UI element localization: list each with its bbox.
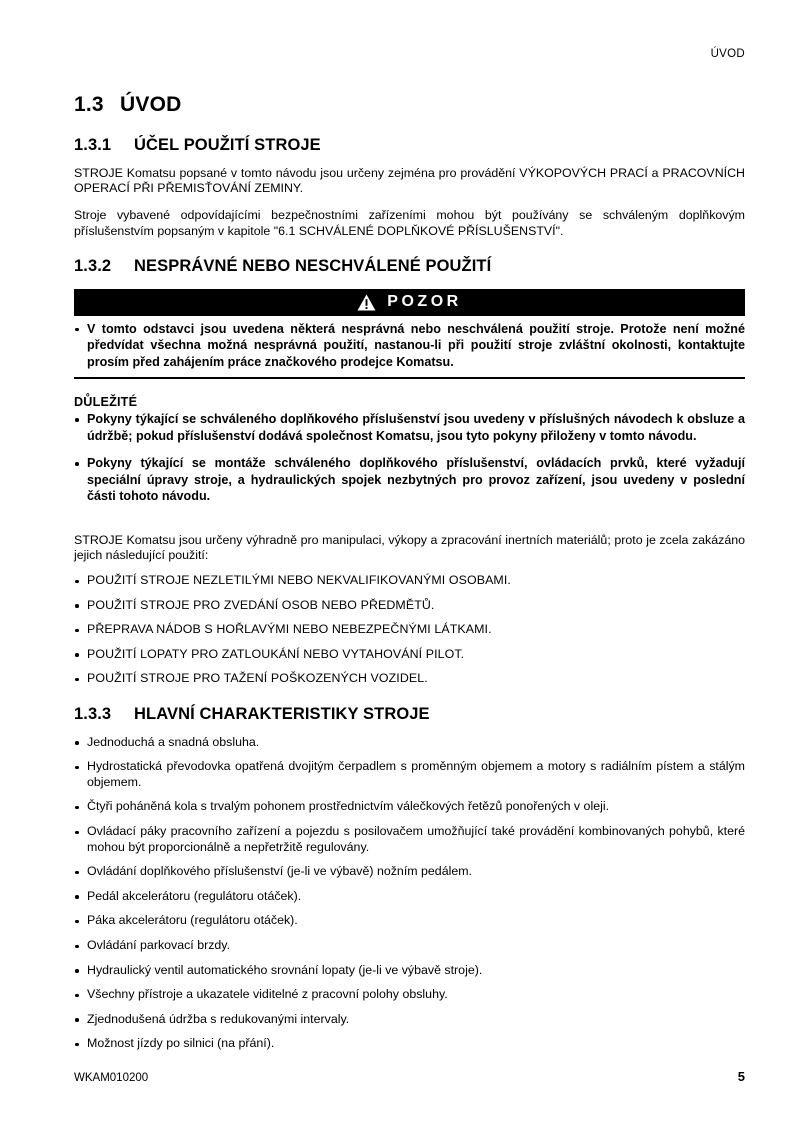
section-heading xyxy=(74,92,745,118)
list-item: Hydrostatická převodovka opatřená dvojitým čerpadlem s proměnným objemem a motory s radiálním pístem a stálým objemem. xyxy=(74,759,745,790)
warning-triangle-icon xyxy=(357,294,376,311)
list-item: Ovládací páky pracovního zařízení a pojezdu s posilovačem umožňující také provádění kombinovaných pohybů, které mohou být proporcionálně a nepřetržitě regulovány. xyxy=(74,824,745,855)
warning-bar xyxy=(74,289,745,316)
machine-features-list xyxy=(74,735,745,1052)
list-item: Jednoduchá a snadná obsluha. xyxy=(74,735,745,751)
warning-item: V tomto odstavci jsou uvedena některá nesprávná nebo neschválená použití stroje. Protože není možné předvídat všechna možná nesprávná použití, nastanou-li při použití stroje zvláštní okolnosti, kontaktujte prosím před zahájením práce značkového prodejce Komatsu. xyxy=(74,321,745,371)
page-content xyxy=(74,92,745,1061)
subsection-heading-1-3-3 xyxy=(74,704,745,725)
list-item: Možnost jízdy po silnici (na přání). xyxy=(74,1036,745,1052)
subsection-number: 1.3.1 xyxy=(74,136,112,155)
subsection-heading-1-3-2 xyxy=(74,256,745,277)
section-title: ÚVOD xyxy=(120,93,182,116)
important-items-list xyxy=(74,411,745,505)
list-item: POUŽITÍ STROJE NEZLETILÝMI NEBO NEKVALIFIKOVANÝMI OSOBAMI. xyxy=(74,573,745,589)
subsection-title: ÚČEL POUŽITÍ STROJE xyxy=(134,136,321,155)
warning-callout xyxy=(74,289,745,380)
paragraph-purpose-2: Stroje vybavené odpovídajícími bezpečnostními zařízeními mohou být používány se schváleným doplňkovým příslušenstvím popsaným v kapitole "6.1 SCHVÁLENÉ DOPLŇKOVÉ PŘÍSLUŠENSTVÍ". xyxy=(74,208,745,238)
subsection-title: HLAVNÍ CHARAKTERISTIKY STROJE xyxy=(134,705,430,724)
running-head: ÚVOD xyxy=(710,48,745,60)
paragraph-prohibited-intro: STROJE Komatsu jsou určeny výhradně pro manipulaci, výkopy a zpracování inertních materiálů; proto je zcela zakázáno jejich následující použití: xyxy=(74,532,745,563)
warning-label: POZOR xyxy=(387,293,462,311)
list-item: POUŽITÍ STROJE PRO ZVEDÁNÍ OSOB NEBO PŘEDMĚTŮ. xyxy=(74,598,745,614)
list-item: POUŽITÍ STROJE PRO TAŽENÍ POŠKOZENÝCH VOZIDEL. xyxy=(74,671,745,687)
important-label: DŮLEŽITÉ xyxy=(74,395,138,410)
paragraph-purpose-1: STROJE Komatsu popsané v tomto návodu jsou určeny zejména pro provádění VÝKOPOVÝCH PRACÍ a PRACOVNÍCH OPERACÍ PŘI PŘEMISŤOVÁNÍ ZEMINY. xyxy=(74,165,745,196)
document-code: WKAM010200 xyxy=(74,1072,149,1084)
subsection-heading-1-3-1 xyxy=(74,135,745,156)
list-item: Páka akcelerátoru (regulátoru otáček). xyxy=(74,913,745,929)
list-item: Všechny přístroje a ukazatele viditelné z pracovní polohy obsluhy. xyxy=(74,987,745,1003)
important-item: Pokyny týkající se schváleného doplňkového příslušenství jsou uvedeny v příslušných návodech k obsluze a údržbě; pokud příslušenství dodává společnost Komatsu, jsou tyto pokyny přiloženy v tomto návodu. xyxy=(74,411,745,444)
warning-items-list xyxy=(74,321,745,371)
section-number: 1.3 xyxy=(74,93,104,116)
page-footer xyxy=(74,1069,745,1084)
page-number: 5 xyxy=(737,1069,745,1084)
prohibited-uses-list xyxy=(74,573,745,687)
list-item: Ovládání doplňkového příslušenství (je-li ve výbavě) nožním pedálem. xyxy=(74,864,745,880)
list-item: Hydraulický ventil automatického srovnání lopaty (je-li ve výbavě stroje). xyxy=(74,963,745,979)
subsection-number: 1.3.2 xyxy=(74,257,112,276)
subsection-number: 1.3.3 xyxy=(74,705,112,724)
list-item: Zjednodušená údržba s redukovanými intervaly. xyxy=(74,1012,745,1028)
subsection-title: NESPRÁVNÉ NEBO NESCHVÁLENÉ POUŽITÍ xyxy=(134,257,492,276)
list-item: Čtyři poháněná kola s trvalým pohonem prostřednictvím válečkových řetězů ponořených v oleji. xyxy=(74,799,745,815)
list-item: Pedál akcelerátoru (regulátoru otáček). xyxy=(74,889,745,905)
list-item: POUŽITÍ LOPATY PRO ZATLOUKÁNÍ NEBO VYTAHOVÁNÍ PILOT. xyxy=(74,647,745,663)
block-spacer xyxy=(74,516,745,533)
warning-bottom-rule xyxy=(74,377,745,379)
list-item: Ovládání parkovací brzdy. xyxy=(74,938,745,954)
important-item: Pokyny týkající se montáže schváleného doplňkového příslušenství, ovládacích prvků, které vyžadují speciální úpravy stroje, a hydraulických spojek nezbytných pro provoz zařízení, jsou uvedeny v poslední části tohoto návodu. xyxy=(74,455,745,505)
list-item: PŘEPRAVA NÁDOB S HOŘLAVÝMI NEBO NEBEZPEČNÝMI LÁTKAMI. xyxy=(74,622,745,638)
